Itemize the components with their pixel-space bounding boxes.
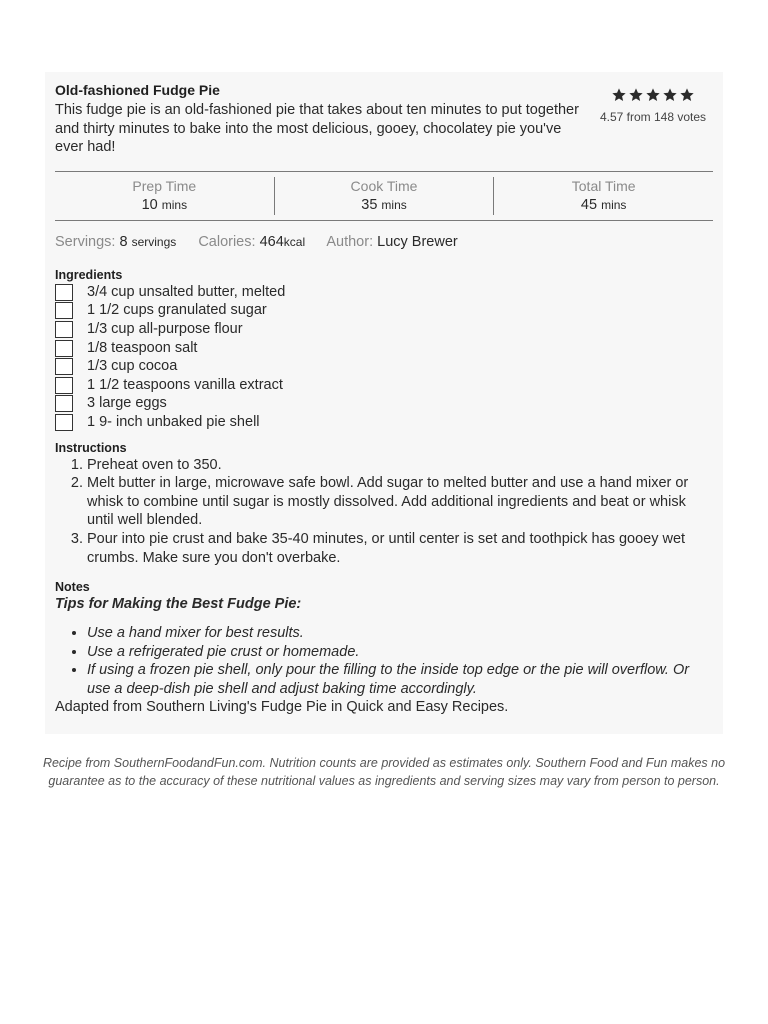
star-icon[interactable]	[662, 87, 678, 103]
instruction-step: 3. Pour into pie crust and bake 35-40 minutes, or until center is set and toothpick has gooey wet crumbs. Make sure you don't overbake.	[87, 530, 713, 567]
ingredient-item	[55, 320, 713, 339]
cook-time	[274, 177, 494, 215]
notes-section	[55, 579, 713, 717]
total-time-unit: mins	[601, 197, 627, 212]
ingredient-text: 1/8 teaspoon salt	[87, 339, 198, 356]
prep-time-unit: mins	[161, 197, 188, 212]
ingredient-item	[55, 376, 713, 395]
ingredient-checkbox[interactable]	[55, 414, 73, 431]
author	[326, 234, 457, 250]
total-time-number: 45	[580, 196, 598, 213]
ingredient-text: 1 1/2 cups granulated sugar	[87, 302, 267, 319]
ingredient-checkbox[interactable]	[55, 377, 73, 394]
servings-value: 8	[119, 233, 128, 250]
servings-unit: servings	[131, 234, 177, 249]
ingredient-checkbox[interactable]	[55, 340, 73, 357]
ingredient-text: 1 9- inch unbaked pie shell	[87, 413, 260, 430]
tip-item: • Use a refrigerated pie crust or homemade.	[87, 643, 713, 662]
ingredients-section	[55, 267, 713, 432]
cook-time-number: 35	[361, 196, 378, 213]
rating-votes: 4.57 from 148 votes	[599, 110, 707, 124]
star-icon[interactable]	[628, 87, 644, 103]
instructions-list	[55, 456, 713, 568]
recipe-rating	[593, 87, 713, 125]
servings-label: Servings:	[55, 233, 116, 250]
ingredients-list	[55, 283, 713, 432]
prep-time	[55, 177, 274, 215]
instruction-step: 1. Preheat oven to 350.	[87, 456, 713, 475]
cook-time-value	[275, 195, 494, 215]
ingredient-item	[55, 301, 713, 320]
recipe-header	[55, 81, 713, 157]
recipe-summary: This fudge pie is an old-fashioned pie that takes about ten minutes to put together and thirty minutes to bake into the most delicious, gooey, chocolatey pie you've ever had!	[55, 102, 579, 156]
ingredients-heading: Ingredients	[55, 267, 123, 282]
recipe-title: Old-fashioned Fudge Pie	[55, 82, 220, 98]
star-icon[interactable]	[679, 87, 695, 103]
recipe-meta	[55, 233, 713, 251]
ingredient-checkbox[interactable]	[55, 395, 73, 412]
instructions-section	[55, 440, 713, 568]
ingredient-text: 1/3 cup all-purpose flour	[87, 320, 243, 337]
servings	[55, 234, 176, 250]
ingredient-checkbox[interactable]	[55, 302, 73, 319]
prep-time-number: 10	[141, 196, 158, 213]
star-icon[interactable]	[645, 87, 661, 103]
adapted-note: Adapted from Southern Living's Fudge Pie in Quick and Easy Recipes.	[55, 699, 509, 716]
tip-item: • If using a frozen pie shell, only pour the filling to the inside top edge or the pie will overflow. Or use a deep-dish pie shell and adjust baking time accordingly.	[87, 661, 713, 698]
total-time-label: Total Time	[571, 177, 636, 194]
ingredient-checkbox[interactable]	[55, 321, 73, 338]
cook-time-unit: mins	[381, 197, 407, 212]
ingredient-text: 1/3 cup cocoa	[87, 358, 178, 375]
instruction-step: 2. Melt butter in large, microwave safe bowl. Add sugar to melted butter and use a hand mixer or whisk to combine until sugar is mostly dissolved. Add additional ingredients and beat or whisk until well blended.	[87, 474, 713, 530]
recipe-times	[55, 171, 713, 221]
ingredient-text: 3/4 cup unsalted butter, melted	[87, 283, 286, 300]
calories-label: Calories:	[198, 233, 256, 250]
instructions-heading: Instructions	[55, 440, 127, 455]
ingredient-text: 1 1/2 teaspoons vanilla extract	[87, 376, 283, 393]
nutrition-disclaimer: Recipe from SouthernFoodandFun.com. Nutrition counts are provided as estimates only. Southern Food and Fun makes no guarantee as to the accuracy of these nutritional values as ingredients and serving sizes may vary from person to person.	[42, 756, 726, 788]
prep-time-label: Prep Time	[132, 177, 197, 194]
notes-heading: Notes	[55, 580, 90, 595]
ingredient-checkbox[interactable]	[55, 358, 73, 375]
star-icon[interactable]	[611, 87, 627, 103]
prep-time-value	[55, 195, 274, 215]
tip-item: • Use a hand mixer for best results.	[87, 624, 713, 643]
tips-list	[55, 624, 713, 698]
ingredient-text: 3 large eggs	[87, 395, 167, 412]
cook-time-label: Cook Time	[350, 177, 418, 194]
recipe-card	[45, 72, 723, 734]
author-value: Lucy Brewer	[377, 233, 458, 250]
ingredient-item	[55, 283, 713, 302]
ingredient-checkbox[interactable]	[55, 284, 73, 301]
tips-title: Tips for Making the Best Fudge Pie:	[55, 596, 302, 613]
total-time-value	[494, 195, 713, 215]
ingredient-item	[55, 339, 713, 358]
ingredient-item	[55, 394, 713, 413]
ingredient-item	[55, 413, 713, 432]
calories-value: 464	[259, 233, 284, 250]
calories-unit: kcal	[283, 234, 306, 249]
total-time	[493, 177, 713, 215]
calories	[198, 234, 305, 250]
author-label: Author:	[326, 233, 374, 250]
rating-stars[interactable]	[593, 87, 713, 107]
ingredient-item	[55, 357, 713, 376]
